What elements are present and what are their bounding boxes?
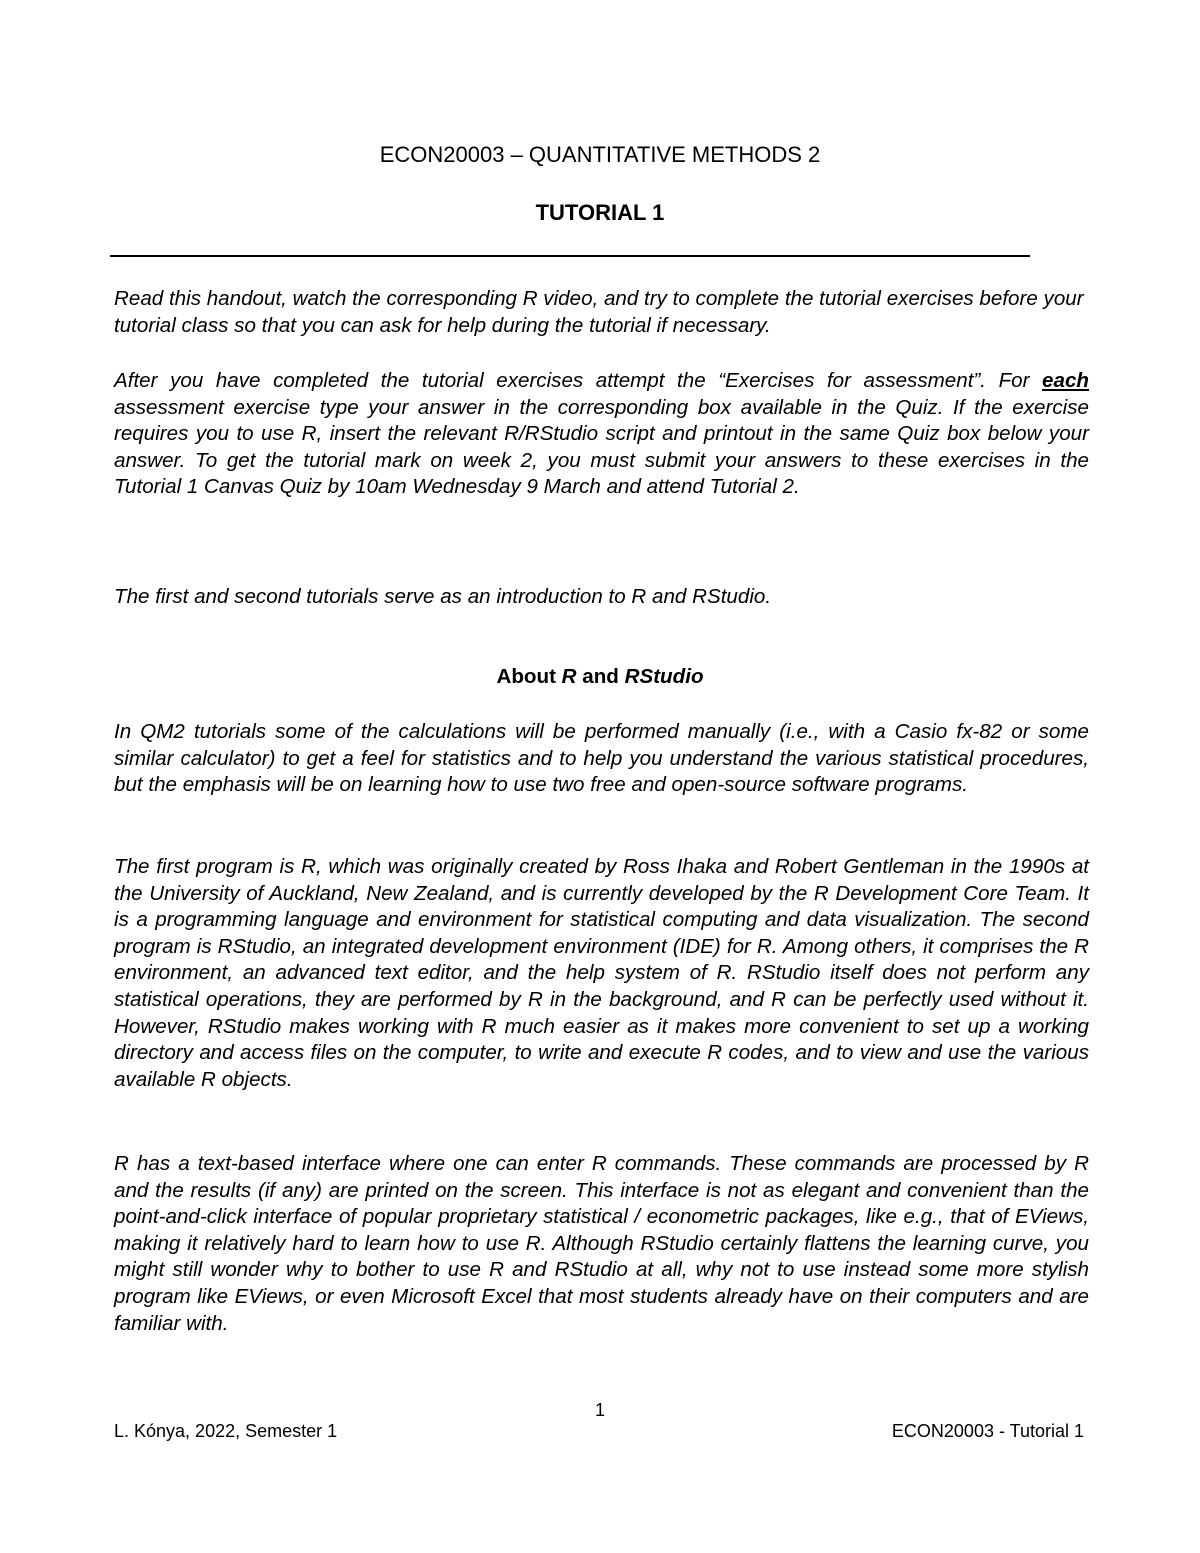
heading-part-about: About: [496, 665, 562, 688]
section-paragraph-3: R has a text-based interface where one can enter R commands. These commands are processed by R and the results (if any) are printed on the screen. This interface is not as elegant and convenient than the point-and-click interface of popular proprietary statistical / econometric packages, like e.g., that of EViews, making it relatively hard to learn how to use R. Although RStudio certainly flattens the learning curve, you might still wonder why to bother to use R and RStudio at all, why not to use instead some more stylish program like EViews, or even Microsoft Excel that most students already have on their computers and are familiar with.: [114, 1152, 1089, 1335]
intro-paragraph-2-lead: After you have completed the tutorial exercises attempt the “Exercises for assessment”. For: [114, 369, 1043, 392]
title-divider: [110, 255, 1030, 257]
page-number: 1: [594, 1400, 605, 1420]
heading-part-r: R: [561, 665, 577, 688]
emphasis-each: each: [1042, 369, 1089, 392]
course-title: ECON20003 – QUANTITATIVE METHODS 2: [379, 142, 821, 167]
intro-paragraph-3: The first and second tutorials serve as an introduction to R and RStudio.: [114, 585, 772, 608]
heading-part-rstudio: RStudio: [624, 665, 704, 688]
intro-paragraph-1: Read this handout, watch the corresponding R video, and try to complete the tutorial exercises before your tutorial class so that you can ask for help during the tutorial if necessary.: [114, 287, 1084, 337]
heading-part-and: and: [576, 665, 625, 688]
intro-paragraph-2: [114, 368, 1089, 501]
footer-course: ECON20003 - Tutorial 1: [891, 1421, 1084, 1441]
section-heading-about-r: [0, 663, 1200, 691]
section-paragraph-1: In QM2 tutorials some of the calculations will be performed manually (i.e., with a Casio fx-82 or some similar calculator) to get a feel for statistics and to help you understand the various statistical procedures, but the emphasis will be on learning how to use two free and open-source software programs.: [114, 720, 1089, 797]
intro-paragraph-2-rest: assessment exercise type your answer in the corresponding box available in the Quiz. If the exercise requires you to use R, insert the relevant R/RStudio script and printout in the same Quiz box below your answer. To get the tutorial mark on week 2, you must submit your answers to these exercises in the Tutorial 1 Canvas Quiz by 10am Wednesday 9 March and attend Tutorial 2.: [114, 395, 1089, 499]
footer-author: L. Kónya, 2022, Semester 1: [114, 1421, 338, 1441]
section-paragraph-2: The first program is R, which was originally created by Ross Ihaka and Robert Gentleman in the 1990s at the University of Auckland, New Zealand, and is currently developed by the R Development Core Team. It is a programming language and environment for statistical computing and data visualization. The second program is RStudio, an integrated development environment (IDE) for R. Among others, it comprises the R environment, an advanced text editor, and the help system of R. RStudio itself does not perform any statistical operations, they are performed by R in the background, and R can be perfectly used without it. However, RStudio makes working with R much easier as it makes more convenient to set up a working directory and access files on the computer, to write and execute R codes, and to view and use the various available R objects.: [114, 855, 1089, 1091]
tutorial-title: TUTORIAL 1: [535, 200, 665, 225]
